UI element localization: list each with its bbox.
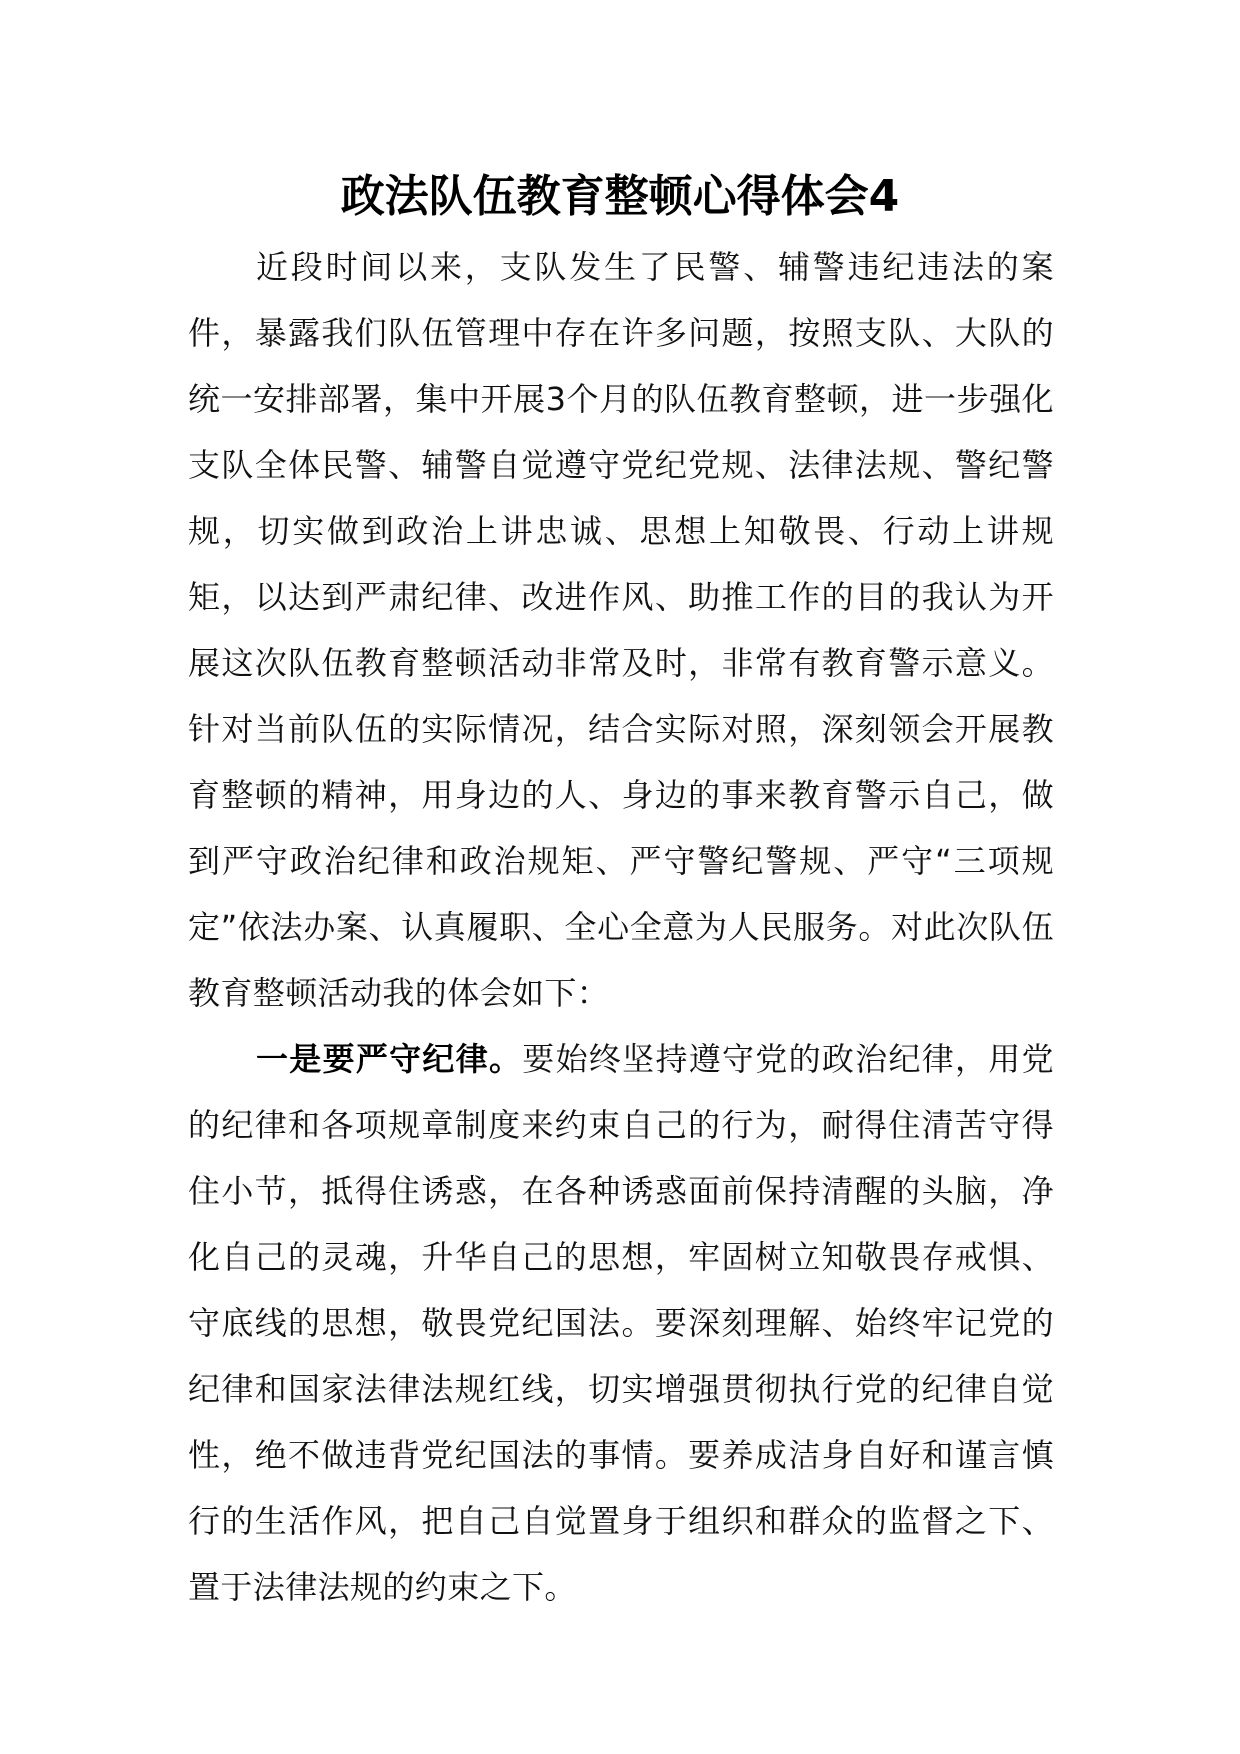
- paragraph-text: 近段时间以来，支队发生了民警、辅警违纪违法的案件，暴露我们队伍管理中存在许多问题，按照支队、大队的统一安排部署，集中开展3个月的队伍教育整顿，进一步强化支队全体民警、辅警自觉遵守党纪党规、法律法规、警纪警规，切实做到政治上讲忠诚、思想上知敬畏、行动上讲规矩，以达到严肃纪律、改进作风、助推工作的目的我认为开展这次队伍教育整顿活动非常及时，非常有教育警示意义。针对当前队伍的实际情况，结合实际对照，深刻领会开展教育整顿的精神，用身边的人、身边的事来教育警示自己，做到严守政治纪律和政治规矩、严守警纪警规、严守“三项规定”依法办案、认真履职、全心全意为人民服务。对此次队伍教育整顿活动我的体会如下：: [188, 248, 1054, 1012]
- document-body: [188, 234, 1054, 1620]
- document-title: 政法队伍教育整顿心得体会4: [340, 171, 900, 222]
- paragraph-intro: [188, 234, 1054, 1026]
- paragraph-discipline: [188, 1026, 1054, 1620]
- paragraph-text: 要始终坚持遵守党的政治纪律，用党的纪律和各项规章制度来约束自己的行为，耐得住清苦守得住小节，抵得住诱惑，在各种诱惑面前保持清醒的头脑，净化自己的灵魂，升华自己的思想，牢固树立知敬畏存戒惧、守底线的思想，敬畏党纪国法。要深刻理解、始终牢记党的纪律和国家法律法规红线，切实增强贯彻执行党的纪律自觉性，绝不做违背党纪国法的事情。要养成洁身自好和谨言慎行的生活作风，把自己自觉置身于组织和群众的监督之下、置于法律法规的约束之下。: [188, 1040, 1054, 1606]
- paragraph-lead-heading: 一是要严守纪律。: [256, 1040, 523, 1078]
